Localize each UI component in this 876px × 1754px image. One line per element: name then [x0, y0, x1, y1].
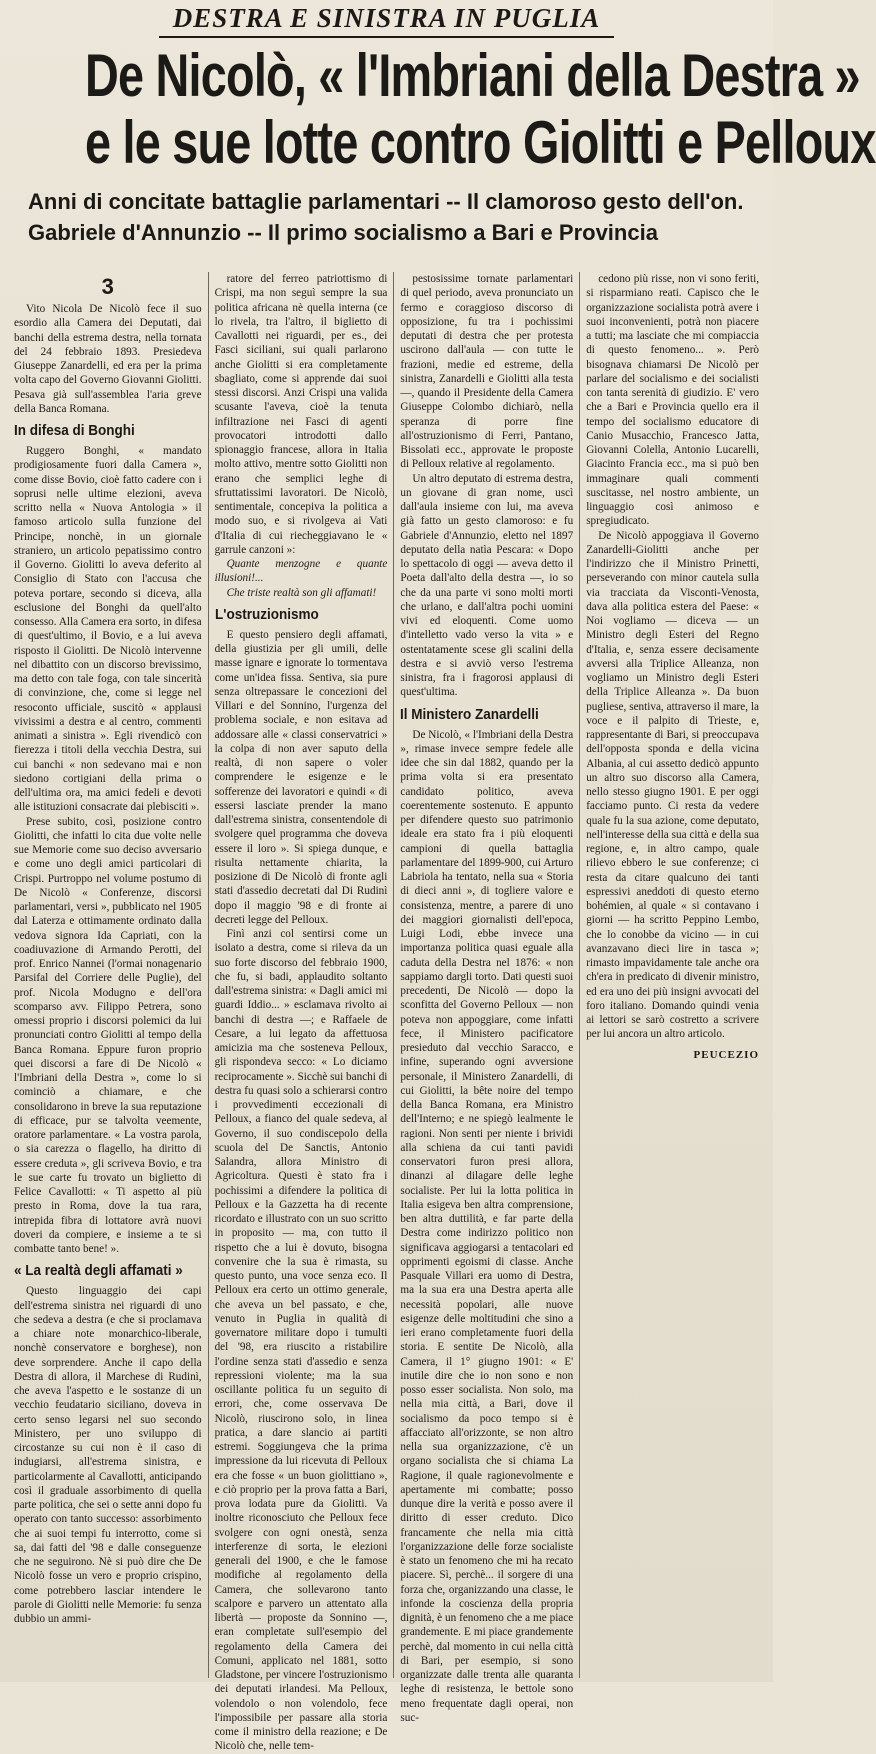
paragraph: pestosissime tornate parlamentari di quel periodo, aveva pronunciato un fermo e coraggioso discorso di opposizione, fu tra i pochissimi deputati di destra che per protesta uscirono dall'aula — con tutte le frazioni, medie ed estreme, della sinistra, Zanardelli e Giolitti alla testa —, quando il Presidente della Camera Giuseppe Colombo dichiarò, nella speranza di porre fine all'ostruzionismo di Ferri, Pantano, Bissolati ecc., approvate le proposte di Pelloux relative al regolamento.	[400, 273, 574, 471]
author-signature: PEUCEZIO	[693, 1048, 760, 1061]
kicker: DESTRA E SINISTRA IN PUGLIA	[159, 3, 615, 38]
paragraph: Un altro deputato di estrema destra, un giovane di gran nome, uscì dall'aula insieme con lui, ma aveva già fatto un gesto clamoroso: e fu Gabriele d'Annunzio, eletto nel 1897 deputato della natìa Pescara: « Dopo lo spettacolo di oggi — aveva detto il Poeta dall'alto della destra —, io so che da una parte vi sono molti morti che urlano, e dall'altra pochi uomini vivi ed eloquenti. Come uomo d'intelletto vado verso la vita » e ostentatamente scese gli scalini della destra e si avviò verso l'estrema sinistra, fra i fragorosi applausi di quest'ultima.	[400, 472, 574, 699]
section-number: 3	[101, 274, 114, 299]
paragraph: cedono più risse, non vi sono feriti, si risparmiano reati. Capisco che le organizzazione socialista potrà avere i suoi inconvenienti, potrà non piacere a tutti; ma lasciate che mi compiaccia di questo fenomeno... ». Però bisognava chiamarsi De Nicolò per parlare del socialismo e dei socialisti con tanta serenità di giudizio. E' vero che a Bari e Provincia quello era il tempo del socialismo educatore di Canio Musacchio, Francesco Jatta, Giovanni Colella, Antonio Lucarelli, Giacinto Francia ecc., ma si può ben immaginare quali commenti suscitasse, nel nostro ambiente, un linguaggio così animoso e spregiudicato.	[586, 273, 760, 528]
column-1	[8, 272, 208, 1678]
article-columns	[8, 272, 765, 1753]
column-3	[393, 272, 579, 1724]
paragraph: ratore del ferreo patriottismo di Crispi, ma non seguì sempre la sua politica africana nè quella interna (ce lo rivela, tra l'altro, il biglietto di Cavallotti nei riguardi, per es., dei Fasci siciliani, sui quali parlarono anche Giolitti si era completamente sbagliato, come si apprende dai suoi stessi discorsi. Anzi Crispi una valida scusante l'aveva, cioè la tenuta infiltrazione nei Fasci di agenti provocatori introdotti dallo spionaggio francese, allora in Italia molto attivo, mentre sotto Giolitti non erano che semplici leghe di sfruttatissimi lavoratori. De Nicolò, sentimentale, concepiva la politica a modo suo, e si rivolgeva ai Vati d'Italia di cui riecheggiavano le « garrule canzoni »:	[214, 273, 388, 556]
section-heading-zanardelli: Il Ministero Zanardelli	[400, 705, 540, 723]
subheadline: Anni di concitate battaglie parlamentari -- Il clamoroso gesto dell'on. Gabriele d'Annunzio -- Il primo socialismo a Bari e Provincia	[28, 189, 744, 245]
kicker-wrapper	[0, 0, 773, 38]
paragraph: Questo linguaggio dei capi dell'estrema sinistra nei riguardi di uno che sedeva a destra (e che si proclamava a chiare note monarchico-liberale, nonchè conservatore e borghese), non deve sorprendere. Anche il capo della Destra di allora, il Marchese di Rudinì, che aveva l'aspetto e le sostanze di un vecchio feudatario siciliano, doveva in certo senso legarsi nel suo secondo Ministero, per uno sviluppo di circostanze su cui non è il caso di indugiarsi, all'estrema sinistra, e particolarmente al Cavallotti, anticipando così il graduale assorbimento di quella parte politica, che sei o sette anni dopo fu operato con tanto successo: assorbimento che ai suoi tempi fu interrotto, come si sa, dai fatti del '98 e dalle conseguenze che ne seguirono. Nè si può dire che De Nicolò fosse un vero e proprio crispino, come potrebbero lasciar intendere le parole di Giolitti nelle Memorie: fu senza dubbio un ammi-	[14, 1285, 202, 1625]
paragraph: De Nicolò appoggiava il Governo Zanardelli-Giolitti anche per l'indirizzo che il Ministro Prinetti, perseverando con minor cautela sulla via tracciata da Visconti-Venosta, dava alla politica estera del Paese: « Noi vogliamo — diceva — un Ministro degli Esteri del Regno d'Italia, e, senza essere decisamente avversi alla Triplice Alleanza, non vogliamo un Ministro degli Esteri della Triplice Alleanza ». Da buon pugliese, sentiva, attraverso il mare, la voce e il palpito di Trieste, e, rappresentante di Bari, si preoccupava dell'opposta sponda e della vicina Albania, al cui assetto dedicò appunto un altro suo discorso alla Camera, nello stesso giugno 1901. E per oggi facciamo punto. Ci resta da vedere quale fu la sua azione, come deputato, nell'interesse della sua città e della sua regione, e, in altro campo, quale rilievo ebbero le sue conferenze; ci resta da citare qualcuno dei tanti espressivi aneddoti di questo eterno bohémien, al quale « si contavano i giorni — ha scritto Peppino Lembo, che lo conobbe da vicino — in cui avanzavano dieci lire in tasca »; rimasto impavidamente tale anche ora ch'era in predicato di divenir ministro, ed era uno dei più insigni avvocati del foro italiano. Domando quindi venia ai lettori se sarò costretto a scrivere per lui ancora un altro articolo.	[586, 529, 760, 1041]
section-heading-ostruzionismo: L'ostruzionismo	[214, 605, 319, 623]
verse-quote: Quante menzogne e quante illusioni!...	[214, 558, 388, 585]
section-heading-affamati: « La realtà degli affamati »	[14, 1262, 183, 1280]
paragraph: Ruggero Bonghi, « mandato prodigiosamente fuori dalla Camera », come disse Bovio, cioè fatto cadere con i soprusi nelle ultime elezioni, aveva scritto nella « Nuova Antologia » il famoso articolo sulla funzione del Principe, nonchè, in un giornale straniero, un articolo pepatissimo contro il Governo. Giolitti lo aveva deferito al Consiglio di Stato con l'accusa che poteva portare, secondo si diceva, alla esclusione del Bonghi da quell'alto consesso. Alla Camera era sorto, in difesa di quest'ultimo, il Bovio, e a lui aveva risposto il Giolitti. De Nicolò intervenne nel dibattito con un discorso brevissimo, ma detto con tale foga, con tale sincerità di convinzione, che, come si legge nel resoconto ufficiale, suscitò « applausi vivissimi a destra e al centro, commenti animati a sinistra ». Egli rivendicò con fierezza i titoli della vecchia Destra, sui cui banchi « non sedevano mai e non siedono cortigiani della prima o dell'ultima ora, ma amici fedeli e devoti alle istituzioni consacrate dai plebisciti ».	[14, 445, 202, 814]
column-4	[579, 272, 765, 1678]
headline-line-1: De Nicolò, « l'Imbriani della Destra »	[85, 42, 860, 109]
paragraph: Prese subito, così, posizione contro Giolitti, che infatti lo cita due volte nelle sue Memorie come suo deciso avversario e come uno degli amici particolari di Crispi. Purtroppo nel volume postumo di De Nicolò « Conferenze, discorsi parlamentari, versi », pubblicato nel 1905 dal Laterza e ottimamente ordinato dalla vedova signora Ida Capriati, con la coadiuvazione di Armando Perotti, del prof. Enrico Nannei (l'ormai nonagenario Parsifal del Corriere delle Puglie), del prof. Nicola Modugno e dell'ora scomparso avv. Filippo Petrera, sono omessi proprio i discorsi polemici da lui pronunciati contro Giolitti al tempo della Banca Romana. Eppure furon proprio quei discorsi a fare di De Nicolò « l'Imbriani della Destra », come lo si cominciò a chiamare, e che consolidarono in breve la sua reputazione di efficace, pur se talvolta veemente, oratore parlamentare. « La vostra parola, o sia carezza o flagello, ha diritto di essere creduta », gli scriveva Bovio, e tra le sue carte fu trovato un biglietto di Felice Cavallotti: « Ti aspetto al più presto in Roma, dove la tua rara, intrepida fibra di lottatore avrà nuovi doveri da compiere, e insieme a te si combatte tanto bene! ».	[14, 815, 202, 1255]
headline-line-2: e le sue lotte contro Giolitti e Pelloux	[85, 109, 876, 176]
paragraph: E questo pensiero degli affamati, della giustizia per gli umili, delle masse ignare e ignorate lo tormentava come un'idea fissa. Sentiva, sia pure senza oltrepassare le concezioni del Villari e del Sonnino, l'urgenza del problema sociale, e non esitava ad addossare alle « classi conservatrici » la colpa di non aver saputo della realtà, di non sapere o voler comprendere le esigenze e le sofferenze dei lavoratori e quindi « di essersi lasciate prender la mano dall'estrema sinistra, consentendole di svolgere quel programma che doveva essere il loro ». Si spiega dunque, e risulta nettamente chiarita, la posizione di De Nicolò di fronte agli stati d'assedio decretati dal Di Rudinì dopo il maggio '98 e di fronte ai decreti legge del Pelloux.	[214, 628, 388, 926]
paragraph: Vito Nicola De Nicolò fece il suo esordio alla Camera dei Deputati, dai banchi della estrema destra, nella tornata del 24 febbraio 1893. Presiedeva Giuseppe Zanardelli, ed era per la prima volta capo del Governo Giovanni Giolitti. Pesava già sull'assemblea l'aria greve della Banca Romana.	[14, 303, 202, 415]
verse-quote: Che triste realtà son gli affamati!	[226, 586, 377, 599]
paragraph: De Nicolò, « l'Imbriani della Destra », rimase invece sempre fedele alle idee che sin dal 1882, quando per la prima volta si era presentato candidato politico, aveva coerentemente sostenuto. E appunto per difendere questo suo patrimonio ideale era stato fra i più eloquenti campioni di quella battaglia parlamentare del 1899-900, cui Arturo Labriola ha tentato, nella sua « Storia di dieci anni », di togliere valore e consistenza, mentre, a parere di uno dei maggiori giornalisti dell'epoca, Luigi Lodi, ebbe invece una importanza politica quasi eguale alla caduta della Destra nel 1876: « non sappiamo dargli torto. Dati questi suoi precedenti, De Nicolò — dopo la sconfitta del Governo Pelloux — non poteva non appoggiare, come infatti fece, il Ministero pacificatore presieduto dal vecchio Saracco, e infine, superando ogni avversione personale, il Ministero Zanardelli, di cui Giolitti, la bête noire del tempo della Banca Romana, era Ministro dell'Interno; e ne spiegò lealmente le ragioni. Non senti per niente i brividi alla schiena da cui tanti pavidi conservatori furon presi allora, dinanzi al dilagare delle leghe socialiste. Per lui la lotta politica in Italia esigeva ben altra comprensione, ben altra duttilità, e far parte della Destra come indirizzo politico non significava aggiogarsi a tentacolari ed opprimenti egoismi di classe. Anche Pasquale Villari era uomo di Destra, ma la sua era una Destra aperta alle necessità popolari, alle nuove esigenze delle moltitudini che sino a ieri erano completamente fuori della storia. E sentite De Nicolò, alla Camera, il 1° giugno 1901: « E' inutile dire che io non sono e non posso esser socialista. Non solo, ma nella mia città, a Bari, dove il socialismo da poco tempo si è affacciato all'orizzonte, se non altro nella sua organizzazione, c'è un organo socialista che si chiama La Ragione, il quale ragionevolmente e apertamente mi combatte; posso dunque dire la verità e posso avere il diritto di esser creduto. Dico francamente che nella mia città l'organizzazione delle forze socialiste è stato un fenomeno che mi ha recato piacere. Sì, perchè... il sorgere di una forza che, organizzando una classe, le infonde la coscienza della propria dignità, è un fenomeno che a me piace grandemente. E mi piace grandemente perchè, dal momento in cui nella città di Bari, per esempio, si sono organizzate dalle trenta alle quaranta leghe di resistenza, le bettole sono meno frequentate dagli operai, non suc-	[400, 728, 574, 1724]
section-heading-bonghi: In difesa di Bonghi	[14, 422, 135, 439]
paragraph: Finì anzi col sentirsi come un isolato a destra, come si rileva da un suo forte discorso del febbraio 1900, che fu, si badi, applaudito soltanto dall'estrema sinistra: « Dagli amici mi guardi Iddio... » esclamava rivolto ai banchi di destra —; e Raffaele de Cesare, a lui legato da affettuosa amicizia ma che sosteneva Pelloux, gli rispondeva secco: « Lo diciamo reciprocamente ». Sicchè sui banchi di destra fu quasi solo a schierarsi contro i provvedimenti eccezionali di Pelloux, a fianco del quale sedeva, al Governo, il suo condiscepolo della scuola del De Sanctis, Antonio Salandra, allora Ministro di Agricoltura. Questi è stato fra i pochissimi a difendere la politica di Pelloux e la Gazzetta ha di recente ricordato e illustrato con un suo scritto in proposito — ma, con tutto il rispetto che a lui è dovuto, bisogna convenire che la sua è rimasta, su questo punto, una voce senza eco. Il Pelloux era certo un ottimo generale, che aveva un bel passato, e che, venuto in Puglia in qualità di governatore militare dopo i tumulti del '98, era riuscito a ristabilire l'ordine senza stati d'assedio e senza repressioni violente; ma la sua oscillante politica fu un seguito di errori, che, come osservava De Nicolò, riuscirono solo, in linea pratica, a dare slancio ai partiti estremi. Soggiungeva che la prima impressione da lui ricevuta di Pelloux era che fosse « un buon giolittiano », e ciò proprio per la prova fatta a Bari, prova lodata pure da Giolitti. Va inoltre riconosciuto che Pelloux fece svolgere con ogni onestà, senza interferenze di sorta, le elezioni generali del 1900, e che le famose modifiche al regolamento della Camera, che sollevarono tanto scalpore e parvero un attentato alla libertà — proposte da Sonnino —, eran completate sull'esempio del regolamento della Camera dei Comuni, applicato nel 1881, sotto Gladstone, per vincere l'ostruzionismo dei deputati irlandesi. Ma Pelloux, volendolo o non volendolo, fece l'impossibile per passare alla storia come il ministro della reazione; e De Nicolò che, nelle tem-	[214, 928, 388, 1753]
column-2	[208, 272, 394, 1753]
